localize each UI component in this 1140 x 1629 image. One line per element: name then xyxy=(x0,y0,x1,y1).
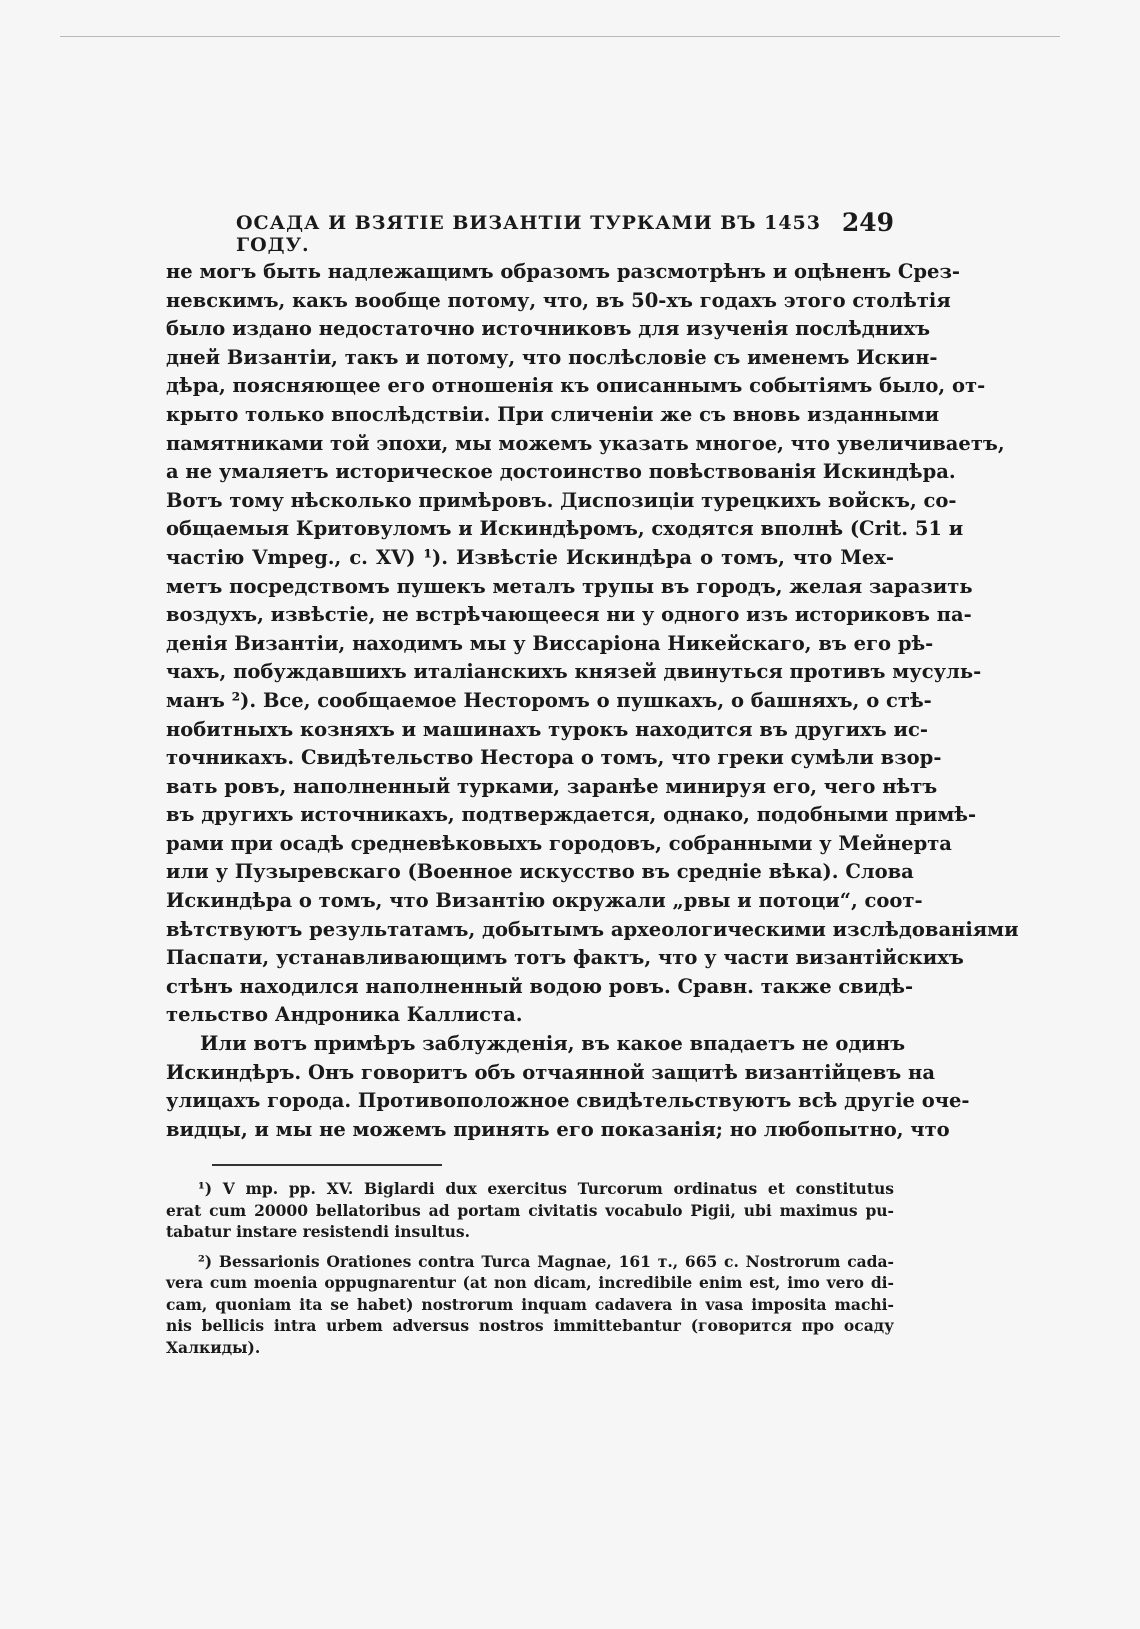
text-line: воздухъ, извѣстіе, не встрѣчающееся ни у одного изъ историковъ па- xyxy=(166,603,972,627)
page-number: 249 xyxy=(841,208,894,237)
footnote-1 xyxy=(166,1178,894,1243)
text-line: было издано недостаточно источниковъ для изученія послѣднихъ xyxy=(166,317,931,341)
text-line: Искиндѣръ. Онъ говоритъ объ отчаянной защитѣ византійцевъ на xyxy=(166,1060,935,1084)
text-line: нобитныхъ козняхъ и машинахъ турокъ находится въ другихъ ис- xyxy=(166,717,928,741)
footnote-line: nis bellicis intra urbem adversus nostros immittebantur (говорится про осаду xyxy=(166,1316,894,1335)
footnotes xyxy=(166,1178,894,1366)
text-line: вать ровъ, наполненный турками, заранѣе минируя его, чего нѣтъ xyxy=(166,774,938,798)
text-line: въ другихъ источникахъ, подтверждается, однако, подобными примѣ- xyxy=(166,803,977,827)
footnote-rule xyxy=(212,1164,442,1166)
text-line: а не умаляетъ историческое достоинство повѣствованія Искиндѣра. xyxy=(166,460,956,484)
footnote-line: vera cum moenia oppugnarentur (at non dicam, incredibile enim est, imo vero di- xyxy=(166,1273,894,1292)
text-line: Вотъ тому нѣсколько примѣровъ. Диспозиціи турецкихъ войскъ, со- xyxy=(166,488,957,512)
text-line: дѣра, поясняющее его отношенія къ описаннымъ событіямъ было, от- xyxy=(166,374,986,398)
text-line: общаемыя Критовуломъ и Искиндѣромъ, сходятся вполнѣ (Crit. 51 и xyxy=(166,517,964,541)
page-header xyxy=(166,208,894,256)
text-line: дней Византіи, такъ и потому, что послѣсловіе съ именемъ Искин- xyxy=(166,345,938,369)
text-line: чахъ, побуждавшихъ италіанскихъ князей двинуться противъ мусуль- xyxy=(166,660,982,684)
footnote-line: tabatur instare resistendi insultus. xyxy=(166,1222,470,1241)
footnote-line: ²) Bessarionis Orationes contra Turca Magnae, 161 т., 665 с. Nostrorum cada- xyxy=(198,1251,894,1271)
footnote-line: ¹) V mp. pp. XV. Biglardi dux exercitus Turcorum ordinatus et constitutus xyxy=(198,1179,894,1198)
text-line: крыто только впослѣдствіи. При сличеніи же съ вновь изданными xyxy=(166,402,940,426)
text-line: вѣтствуютъ результатамъ, добытымъ археологическими изслѣдованіями xyxy=(166,917,1019,941)
body-text xyxy=(166,258,1019,1144)
text-line: невскимъ, какъ вообще потому, что, въ 50-хъ годахъ этого столѣтія xyxy=(166,288,951,312)
text-line: Паспати, устанавливающимъ тотъ фактъ, что у части византійскихъ xyxy=(166,946,964,970)
text-line: метъ посредствомъ пушекъ металъ трупы въ городъ, желая заразить xyxy=(166,574,973,598)
text-line: Или вотъ примѣръ заблужденія, въ какое впадаетъ не одинъ xyxy=(200,1032,906,1056)
text-line: денія Византіи, находимъ мы у Виссаріона Никейскаго, въ его рѣ- xyxy=(166,631,934,655)
text-line: не могъ быть надлежащимъ образомъ разсмотрѣнъ и оцѣненъ Срез- xyxy=(166,260,960,283)
text-line: улицахъ города. Противоположное свидѣтельствуютъ всѣ другіе оче- xyxy=(166,1089,970,1113)
running-title: ОСАДА И ВЗЯТІЕ ВИЗАНТІИ ТУРКАМИ ВЪ 1453 ГОДУ. xyxy=(236,212,821,256)
text-line: стѣнъ находился наполненный водою ровъ. Сравн. также свидѣ- xyxy=(166,974,914,998)
text-line: точникахъ. Свидѣтельство Нестора о томъ, что греки сумѣли взор- xyxy=(166,746,942,770)
text-line: Искиндѣра о томъ, что Византію окружали „рвы и потоци“, соот- xyxy=(166,889,923,913)
footnote-line: cam, quoniam ita se habet) nostrorum inquam cadavera in vasa imposita machi- xyxy=(166,1294,894,1314)
text-line: тельство Андроника Каллиста. xyxy=(166,1003,523,1027)
text-line: манъ ²). Все, сообщаемое Несторомъ о пушкахъ, о башняхъ, о стѣ- xyxy=(166,688,932,712)
footnote-line: erat cum 20000 bellatoribus ad portam civitatis vocabulo Pigii, ubi maximus pu- xyxy=(166,1200,894,1220)
text-line: памятниками той эпохи, мы можемъ указать многое, что увеличиваетъ, xyxy=(166,431,1005,455)
text-line: рами при осадѣ средневѣковыхъ городовъ, собранными у Мейнерта xyxy=(166,831,952,855)
footnote-2 xyxy=(166,1251,894,1359)
footnote-line: Халкиды). xyxy=(166,1337,261,1357)
text-line: видцы, и мы не можемъ принять его показанія; но любопытно, что xyxy=(166,1117,950,1141)
text-line: или у Пузыревскаго (Военное искусство въ средніе вѣка). Слова xyxy=(166,860,914,884)
text-line: частію Vmpeg., с. XV) ¹). Извѣстіе Искиндѣра о томъ, что Мех- xyxy=(166,545,894,569)
top-scan-rule xyxy=(60,36,1060,37)
